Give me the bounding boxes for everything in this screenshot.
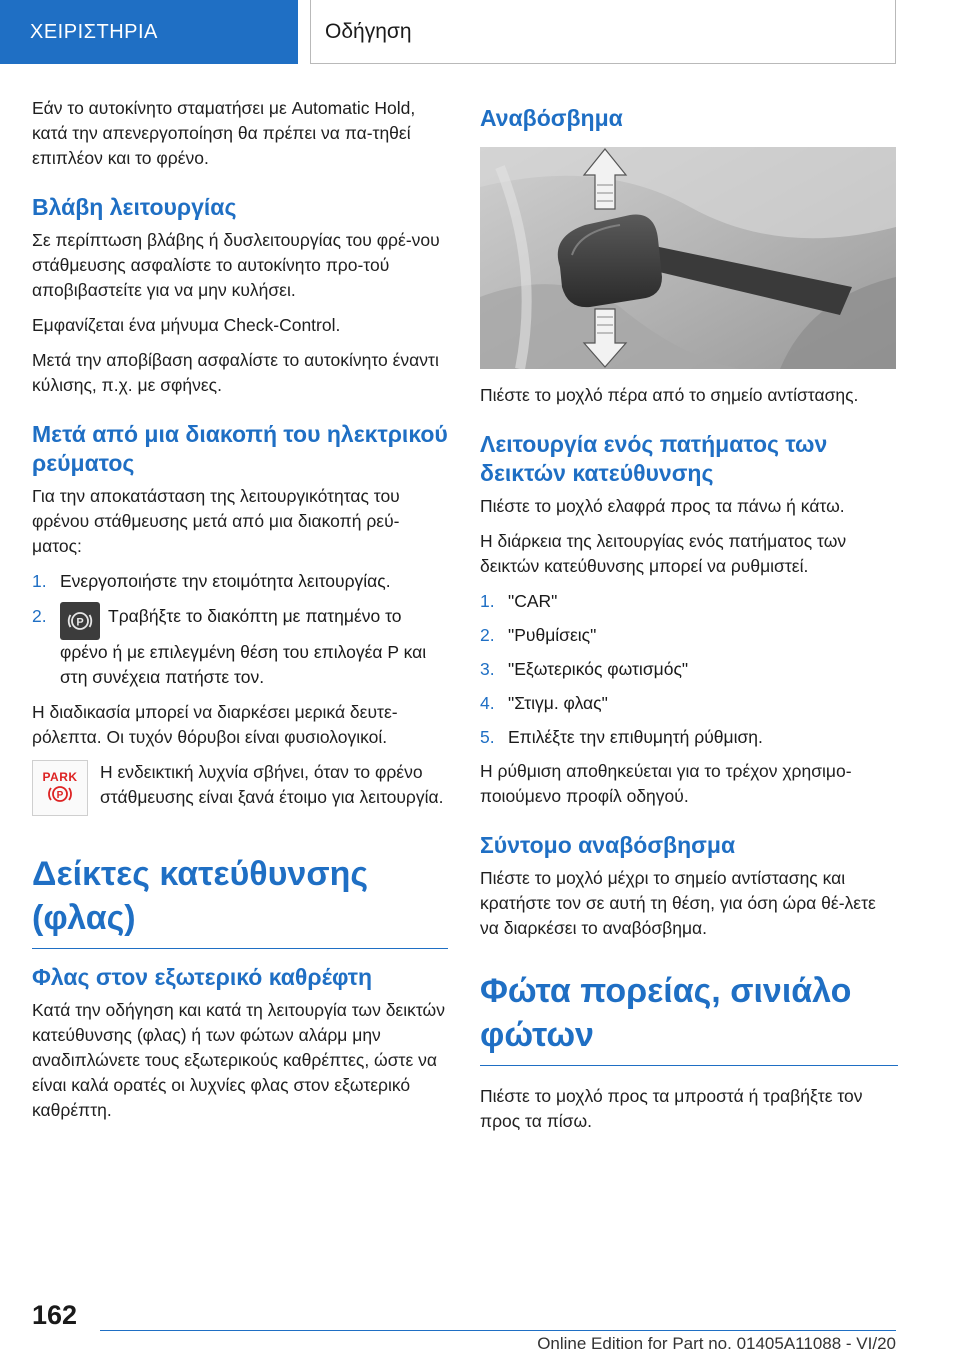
step-text: "Ρυθμίσεις" bbox=[508, 625, 597, 645]
one-touch-p1: Πιέστε το μοχλό ελαφρά προς τα πάνω ή κάτω. bbox=[480, 496, 845, 516]
step-text-wrapper bbox=[60, 604, 448, 690]
flash-caption: Πιέστε το μοχλό πέρα από το σημείο αντίστασης. bbox=[480, 385, 859, 405]
power-p2: Η διαδικασία μπορεί να διαρκέσει μερικά δευτε-ρόλεπτα. Οι τυχόν θόρυβοι είναι φυσιολογικοί. bbox=[32, 702, 398, 747]
turn-signal-heading: Δείκτες κατεύθυνσης (φλας) bbox=[32, 852, 448, 949]
footer-divider bbox=[100, 1330, 896, 1331]
list-item bbox=[480, 691, 898, 716]
mirror-signal-heading: Φλας στον εξωτερικό καθρέφτη bbox=[32, 964, 373, 990]
one-touch-heading: Λειτουργία ενός πατήματος των δεικτών κατεύθυνσης bbox=[480, 431, 828, 486]
list-item bbox=[480, 589, 898, 614]
high-beam-p1: Πιέστε το μοχλό προς τα μπροστά ή τραβήξτε τον προς τα πίσω. bbox=[480, 1086, 863, 1131]
park-indicator-label: PARK bbox=[42, 770, 78, 784]
indicator-note bbox=[32, 760, 448, 816]
step-number: 1. bbox=[480, 591, 495, 611]
step-number: 2. bbox=[480, 625, 495, 645]
mirror-signal-p1: Κατά την οδήγηση και κατά τη λειτουργία των δεικτών κατεύθυνσης (φλας) ή των φώτων αλάρμ μην αναδιπλώνετε τους εξωτερικούς καθρέπτες, ώστε να είναι καλά ορατές οι λυχνίες φλας στον εξωτερικό καθρέπτη. bbox=[32, 1000, 445, 1120]
right-column bbox=[480, 96, 898, 1144]
svg-text:P: P bbox=[56, 790, 64, 801]
power-steps bbox=[32, 569, 448, 690]
left-column bbox=[32, 96, 448, 1133]
parking-brake-switch-icon bbox=[60, 602, 100, 640]
step-text: "Στιγμ. φλας" bbox=[508, 693, 608, 713]
brief-flash-p1: Πιέστε το μοχλό μέχρι το σημείο αντίστασης και κρατήστε τον σε αυτή τη θέση, για όση ώρα θέ-λετε να διαρκέσει το αναβόσβημα. bbox=[480, 868, 876, 938]
intro-paragraph: Εάν το αυτοκίνητο σταματήσει με Automatic Hold, κατά την απενεργοποίηση θα πρέπει να πα-τηθεί επιπλέον και το φρένο. bbox=[32, 98, 416, 168]
indicator-text: Η ενδεικτική λυχνία σβήνει, όταν το φρένο στάθμευσης είναι ξανά έτοιμο για λειτουργία. bbox=[100, 762, 444, 807]
step-number: 1. bbox=[32, 571, 47, 591]
high-beam-heading: Φώτα πορείας, σινιάλο φώτων bbox=[480, 969, 898, 1066]
step-number: 4. bbox=[480, 693, 495, 713]
chapter-title bbox=[310, 0, 896, 64]
turn-signal-lever-photo bbox=[480, 147, 896, 369]
flash-heading: Αναβόσβημα bbox=[480, 105, 623, 131]
list-item bbox=[480, 725, 898, 750]
brief-flash-heading: Σύντομο αναβόσβησμα bbox=[480, 832, 736, 858]
step-text: Τραβήξτε το διακόπτη με πατημένο το φρένο ή με επιλεγμένη θέση του επιλογέα P και στη συνέχεια πατήστε τον. bbox=[60, 606, 427, 687]
step-text: "Εξωτερικός φωτισμός" bbox=[508, 659, 689, 679]
step-text: Ενεργοποιήστε την ετοιμότητα λειτουργίας. bbox=[60, 571, 391, 591]
svg-text:P: P bbox=[76, 616, 84, 629]
park-indicator-icon bbox=[32, 760, 88, 816]
step-number: 2. bbox=[32, 606, 47, 626]
page-number: 162 bbox=[32, 1300, 78, 1330]
one-touch-p3: Η ρύθμιση αποθηκεύεται για το τρέχον χρησιμο-ποιούμενο προφίλ οδηγού. bbox=[480, 761, 852, 806]
step-number: 5. bbox=[480, 727, 495, 747]
step-text: Επιλέξτε την επιθυμητή ρύθμιση. bbox=[508, 727, 763, 747]
list-item bbox=[32, 604, 448, 690]
section-tab-label: ΧΕΙΡΙΣΤΗΡΙΑ bbox=[30, 20, 158, 43]
malfunction-heading: Βλάβη λειτουργίας bbox=[32, 194, 237, 220]
power-heading: Μετά από μια διακοπή του ηλεκτρικού ρεύματος bbox=[32, 421, 448, 476]
malfunction-p3: Μετά την αποβίβαση ασφαλίστε το αυτοκίνητο έναντι κύλισης, π.χ. με σφήνες. bbox=[32, 350, 439, 395]
one-touch-steps bbox=[480, 589, 898, 750]
brake-circle-icon bbox=[46, 783, 74, 805]
footer-edition: Online Edition for Part no. 01405A11088 - VI/20 bbox=[537, 1334, 896, 1353]
section-tab bbox=[0, 0, 298, 64]
malfunction-p2: Εμφανίζεται ένα μήνυμα Check-Control. bbox=[32, 315, 341, 335]
one-touch-p2: Η διάρκεια της λειτουργίας ενός πατήματος των δεικτών κατεύθυνσης μπορεί να ρυθμιστεί. bbox=[480, 531, 847, 576]
list-item bbox=[480, 657, 898, 682]
list-item bbox=[480, 623, 898, 648]
step-number: 3. bbox=[480, 659, 495, 679]
power-p1: Για την αποκατάσταση της λειτουργικότητας του φρένου στάθμευσης μετά από μια διακοπή ρεύ-ματος: bbox=[32, 486, 400, 556]
chapter-title-label: Οδήγηση bbox=[325, 19, 412, 43]
malfunction-p1: Σε περίπτωση βλάβης ή δυσλειτουργίας του φρέ-νου στάθμευσης ασφαλίστε το αυτοκίνητο προ-τού αποβιβαστείτε για να μην κυλήσει. bbox=[32, 230, 440, 300]
step-text: "CAR" bbox=[508, 591, 558, 611]
list-item bbox=[32, 569, 448, 594]
